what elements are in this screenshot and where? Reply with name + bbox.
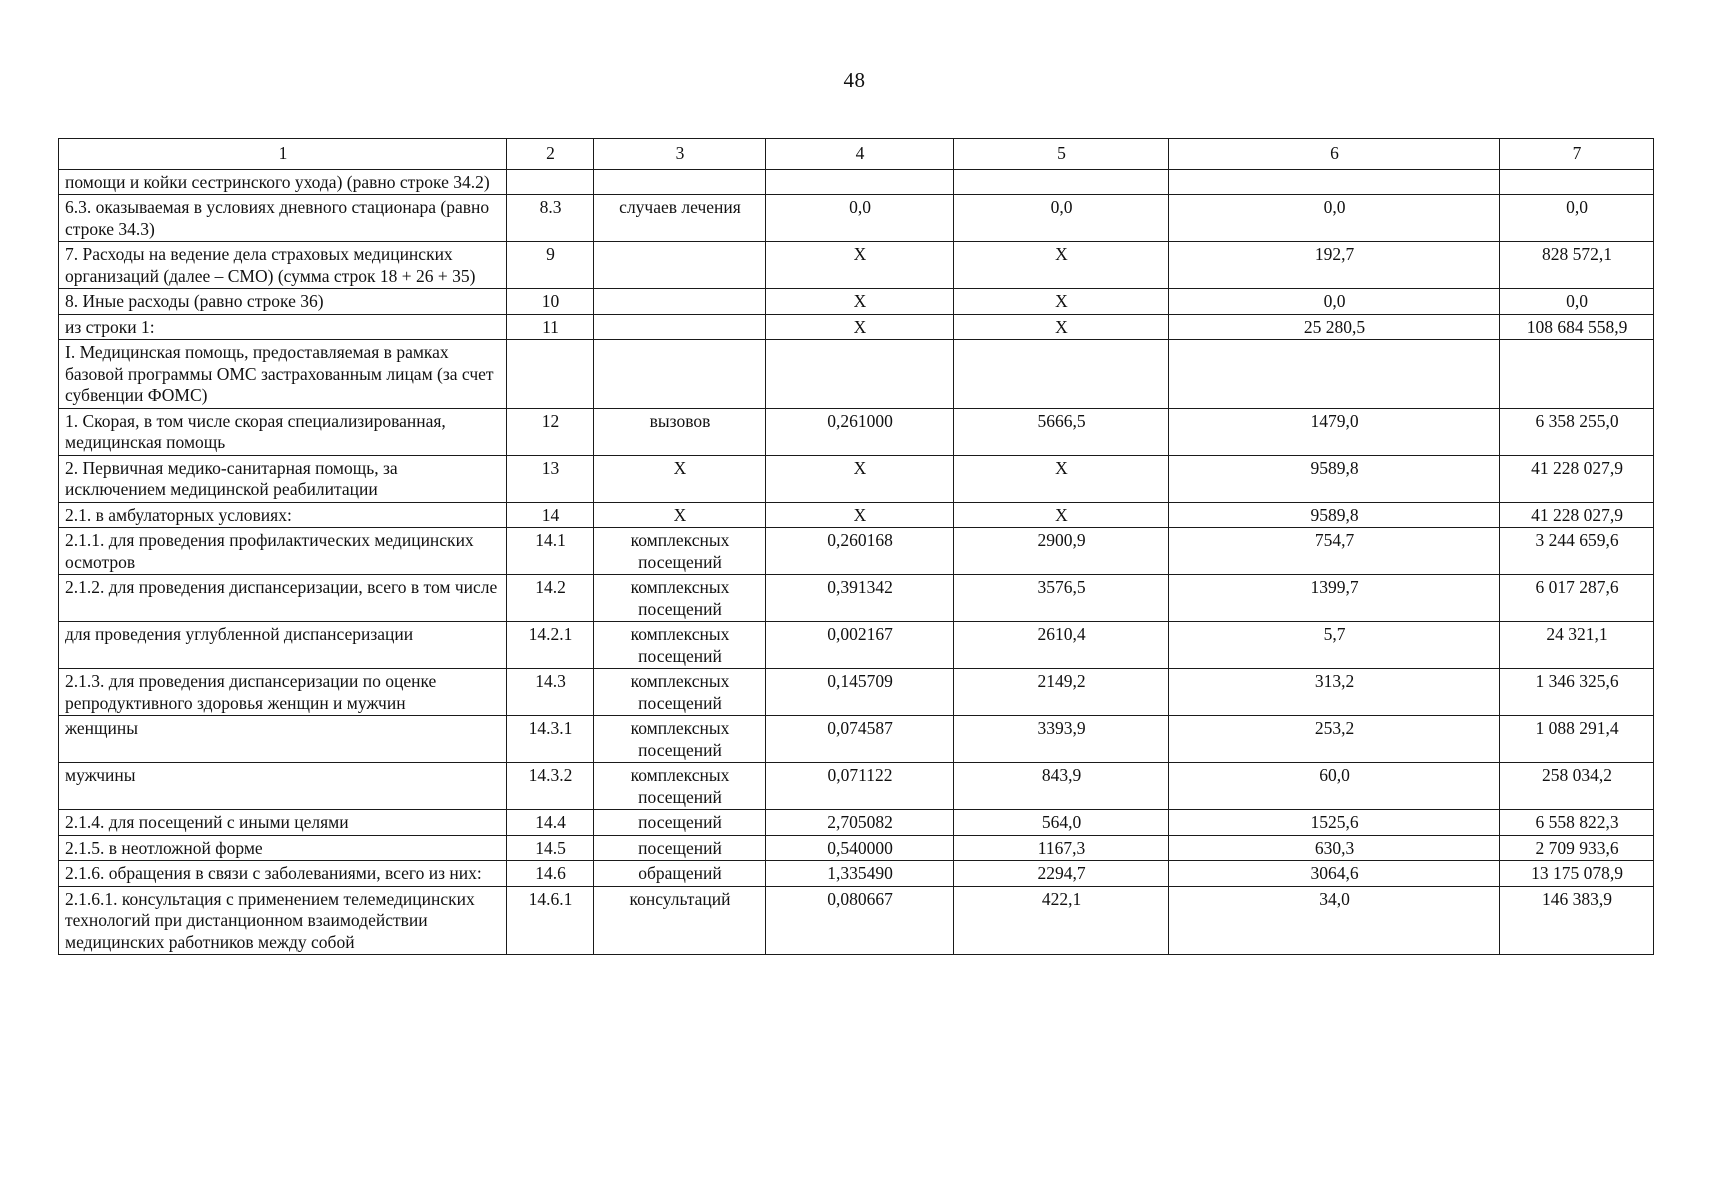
row-code-cell: 14.3.1 — [507, 716, 594, 763]
page-number: 48 — [843, 68, 866, 92]
column-header: 2 — [507, 139, 594, 170]
row-name-cell: 2.1. в амбулаторных условиях: — [59, 502, 507, 528]
value-cell-col5 — [954, 340, 1169, 409]
table-row — [59, 455, 1654, 502]
table-row — [59, 195, 1654, 242]
value-cell-col7 — [1500, 340, 1654, 409]
table-row — [59, 575, 1654, 622]
unit-cell — [594, 340, 766, 409]
value-cell-col4: 0,002167 — [766, 622, 954, 669]
row-code-cell: 14.2 — [507, 575, 594, 622]
unit-cell: посещений — [594, 835, 766, 861]
value-cell-col6: 9589,8 — [1169, 502, 1500, 528]
row-code-cell: 10 — [507, 289, 594, 315]
row-name-cell: 1. Скорая, в том числе скорая специализированная, медицинская помощь — [59, 408, 507, 455]
row-name-cell: из строки 1: — [59, 314, 507, 340]
row-name-cell: мужчины — [59, 763, 507, 810]
table-row — [59, 408, 1654, 455]
unit-cell: комплексных посещений — [594, 763, 766, 810]
value-cell-col6: 60,0 — [1169, 763, 1500, 810]
value-cell-col6: 5,7 — [1169, 622, 1500, 669]
table-row — [59, 716, 1654, 763]
value-cell-col7: 1 346 325,6 — [1500, 669, 1654, 716]
value-cell-col4: 0,145709 — [766, 669, 954, 716]
value-cell-col7: 146 383,9 — [1500, 886, 1654, 955]
value-cell-col6 — [1169, 169, 1500, 195]
unit-cell: обращений — [594, 861, 766, 887]
value-cell-col6: 0,0 — [1169, 289, 1500, 315]
row-name-cell: помощи и койки сестринского ухода) (равно строке 34.2) — [59, 169, 507, 195]
row-code-cell — [507, 169, 594, 195]
table-row — [59, 169, 1654, 195]
column-number-header-row — [59, 139, 1654, 170]
value-cell-col6: 3064,6 — [1169, 861, 1500, 887]
table-row — [59, 502, 1654, 528]
value-cell-col7: 0,0 — [1500, 289, 1654, 315]
value-cell-col4: 0,074587 — [766, 716, 954, 763]
table-body — [59, 139, 1654, 955]
row-name-cell: 2.1.3. для проведения диспансеризации по оценке репродуктивного здоровья женщин и мужчин — [59, 669, 507, 716]
table-row — [59, 810, 1654, 836]
value-cell-col6: 25 280,5 — [1169, 314, 1500, 340]
value-cell-col6: 630,3 — [1169, 835, 1500, 861]
value-cell-col7: 24 321,1 — [1500, 622, 1654, 669]
value-cell-col5: 422,1 — [954, 886, 1169, 955]
row-name-cell: женщины — [59, 716, 507, 763]
unit-cell: комплексных посещений — [594, 575, 766, 622]
row-code-cell: 14.6.1 — [507, 886, 594, 955]
row-name-cell: 2.1.2. для проведения диспансеризации, всего в том числе — [59, 575, 507, 622]
value-cell-col4: 0,071122 — [766, 763, 954, 810]
value-cell-col7: 6 017 287,6 — [1500, 575, 1654, 622]
row-name-cell: I. Медицинская помощь, предоставляемая в рамках базовой программы ОМС застрахованным лицам (за счет субвенции ФОМС) — [59, 340, 507, 409]
row-code-cell: 14.2.1 — [507, 622, 594, 669]
row-code-cell: 14.4 — [507, 810, 594, 836]
value-cell-col7: 828 572,1 — [1500, 242, 1654, 289]
value-cell-col5: 564,0 — [954, 810, 1169, 836]
unit-cell: консультаций — [594, 886, 766, 955]
table-row — [59, 669, 1654, 716]
table-row — [59, 886, 1654, 955]
value-cell-col7: 13 175 078,9 — [1500, 861, 1654, 887]
value-cell-col7: 6 558 822,3 — [1500, 810, 1654, 836]
value-cell-col5: X — [954, 242, 1169, 289]
row-code-cell: 14 — [507, 502, 594, 528]
value-cell-col6: 754,7 — [1169, 528, 1500, 575]
unit-cell — [594, 314, 766, 340]
unit-cell — [594, 169, 766, 195]
value-cell-col6: 9589,8 — [1169, 455, 1500, 502]
value-cell-col4: 0,0 — [766, 195, 954, 242]
unit-cell: комплексных посещений — [594, 622, 766, 669]
column-header: 1 — [59, 139, 507, 170]
value-cell-col5: 0,0 — [954, 195, 1169, 242]
value-cell-col6 — [1169, 340, 1500, 409]
table-row — [59, 861, 1654, 887]
row-name-cell: 2.1.4. для посещений с иными целями — [59, 810, 507, 836]
value-cell-col4: X — [766, 314, 954, 340]
column-header: 5 — [954, 139, 1169, 170]
value-cell-col5: 5666,5 — [954, 408, 1169, 455]
unit-cell: вызовов — [594, 408, 766, 455]
unit-cell: комплексных посещений — [594, 669, 766, 716]
value-cell-col5: 2610,4 — [954, 622, 1169, 669]
row-name-cell: для проведения углубленной диспансеризации — [59, 622, 507, 669]
value-cell-col7: 0,0 — [1500, 195, 1654, 242]
table-row — [59, 242, 1654, 289]
table-row — [59, 622, 1654, 669]
value-cell-col7: 41 228 027,9 — [1500, 502, 1654, 528]
row-name-cell: 2. Первичная медико-санитарная помощь, за исключением медицинской реабилитации — [59, 455, 507, 502]
row-code-cell: 14.6 — [507, 861, 594, 887]
column-header: 4 — [766, 139, 954, 170]
row-code-cell: 14.5 — [507, 835, 594, 861]
row-code-cell: 13 — [507, 455, 594, 502]
value-cell-col4: 2,705082 — [766, 810, 954, 836]
unit-cell: X — [594, 502, 766, 528]
row-code-cell: 14.3.2 — [507, 763, 594, 810]
row-name-cell: 2.1.5. в неотложной форме — [59, 835, 507, 861]
value-cell-col5: X — [954, 314, 1169, 340]
value-cell-col5 — [954, 169, 1169, 195]
row-name-cell: 2.1.6. обращения в связи с заболеваниями, всего из них: — [59, 861, 507, 887]
value-cell-col4: X — [766, 455, 954, 502]
table-row — [59, 528, 1654, 575]
value-cell-col7: 2 709 933,6 — [1500, 835, 1654, 861]
unit-cell: X — [594, 455, 766, 502]
value-cell-col7 — [1500, 169, 1654, 195]
value-cell-col5: 2149,2 — [954, 669, 1169, 716]
unit-cell: комплексных посещений — [594, 528, 766, 575]
value-cell-col6: 313,2 — [1169, 669, 1500, 716]
value-cell-col4 — [766, 169, 954, 195]
row-code-cell: 12 — [507, 408, 594, 455]
value-cell-col4: 0,391342 — [766, 575, 954, 622]
value-cell-col5: 843,9 — [954, 763, 1169, 810]
table-row — [59, 763, 1654, 810]
table-row — [59, 314, 1654, 340]
value-cell-col6: 192,7 — [1169, 242, 1500, 289]
value-cell-col7: 6 358 255,0 — [1500, 408, 1654, 455]
row-code-cell: 11 — [507, 314, 594, 340]
column-header: 7 — [1500, 139, 1654, 170]
value-cell-col7: 108 684 558,9 — [1500, 314, 1654, 340]
value-cell-col6: 34,0 — [1169, 886, 1500, 955]
column-header: 6 — [1169, 139, 1500, 170]
value-cell-col7: 1 088 291,4 — [1500, 716, 1654, 763]
row-name-cell: 7. Расходы на ведение дела страховых медицинских организаций (далее – СМО) (сумма строк 18 + 26 + 35) — [59, 242, 507, 289]
value-cell-col4: 0,260168 — [766, 528, 954, 575]
value-cell-col5: X — [954, 455, 1169, 502]
value-cell-col4: X — [766, 289, 954, 315]
value-cell-col4: 1,335490 — [766, 861, 954, 887]
unit-cell — [594, 242, 766, 289]
value-cell-col4: 0,540000 — [766, 835, 954, 861]
row-code-cell: 14.3 — [507, 669, 594, 716]
row-code-cell: 8.3 — [507, 195, 594, 242]
value-cell-col5: X — [954, 502, 1169, 528]
unit-cell: посещений — [594, 810, 766, 836]
value-cell-col7: 41 228 027,9 — [1500, 455, 1654, 502]
row-name-cell: 8. Иные расходы (равно строке 36) — [59, 289, 507, 315]
value-cell-col7: 3 244 659,6 — [1500, 528, 1654, 575]
value-cell-col5: 1167,3 — [954, 835, 1169, 861]
row-code-cell: 14.1 — [507, 528, 594, 575]
value-cell-col4 — [766, 340, 954, 409]
unit-cell: комплексных посещений — [594, 716, 766, 763]
row-code-cell — [507, 340, 594, 409]
value-cell-col6: 1479,0 — [1169, 408, 1500, 455]
value-cell-col5: 2294,7 — [954, 861, 1169, 887]
value-cell-col4: 0,261000 — [766, 408, 954, 455]
table-row — [59, 835, 1654, 861]
unit-cell: случаев лечения — [594, 195, 766, 242]
row-name-cell: 6.3. оказываемая в условиях дневного стационара (равно строке 34.3) — [59, 195, 507, 242]
value-cell-col7: 258 034,2 — [1500, 763, 1654, 810]
value-cell-col6: 0,0 — [1169, 195, 1500, 242]
value-cell-col4: X — [766, 242, 954, 289]
value-cell-col5: 3576,5 — [954, 575, 1169, 622]
value-cell-col6: 1525,6 — [1169, 810, 1500, 836]
value-cell-col5: 2900,9 — [954, 528, 1169, 575]
value-cell-col6: 253,2 — [1169, 716, 1500, 763]
row-code-cell: 9 — [507, 242, 594, 289]
value-cell-col5: 3393,9 — [954, 716, 1169, 763]
value-cell-col4: X — [766, 502, 954, 528]
budget-table — [58, 138, 1654, 955]
column-header: 3 — [594, 139, 766, 170]
value-cell-col4: 0,080667 — [766, 886, 954, 955]
row-name-cell: 2.1.6.1. консультация с применением телемедицинских технологий при дистанционном взаимодействии медицинских работников между собой — [59, 886, 507, 955]
value-cell-col5: X — [954, 289, 1169, 315]
table-row — [59, 289, 1654, 315]
table-row — [59, 340, 1654, 409]
unit-cell — [594, 289, 766, 315]
value-cell-col6: 1399,7 — [1169, 575, 1500, 622]
row-name-cell: 2.1.1. для проведения профилактических медицинских осмотров — [59, 528, 507, 575]
